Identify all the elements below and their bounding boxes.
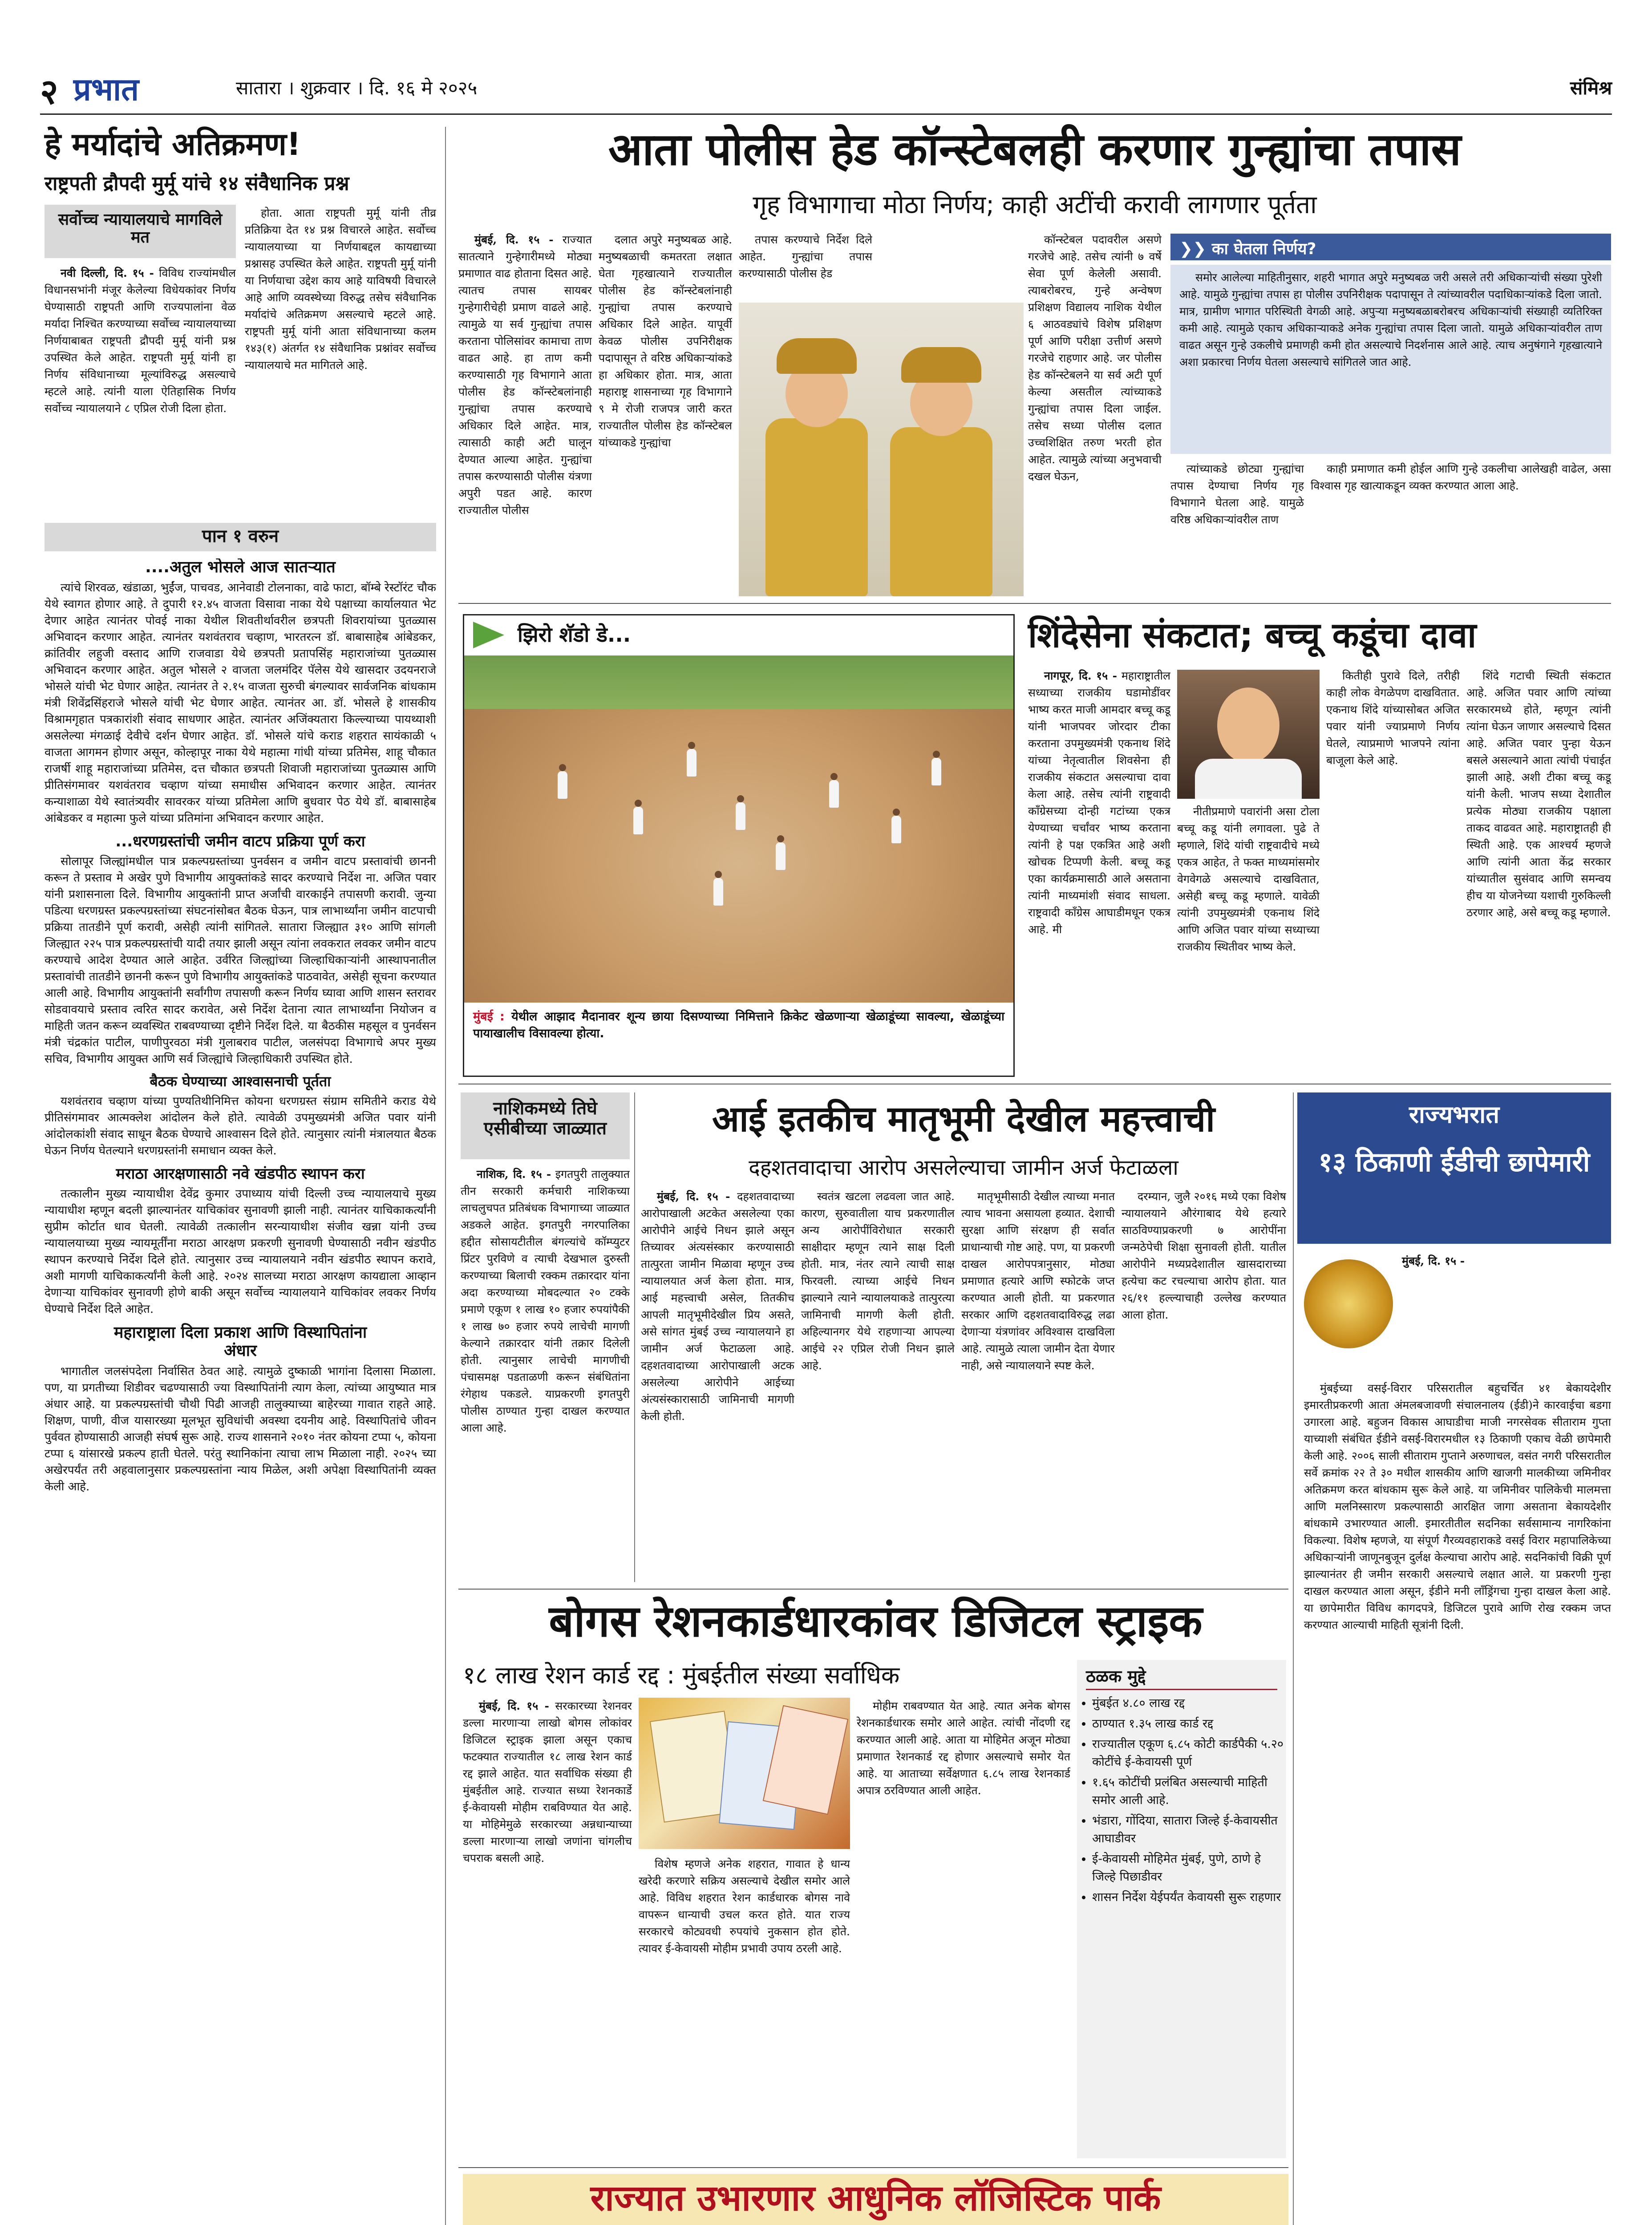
police-sidebar-text: समोर आलेल्या माहितीनुसार, शहरी भागात अपुरे मनुष्यबळ जरी असले तरी अधिकाऱ्यांची संख्या पुरेशी आहे. यामुळे गुन्ह्यांचा तपास हा पोलीस उपनिरीक्षक पदापासून ते त्यांच्यावरील पदाधिकाऱ्यांकडे दिला जातो. मात्र, ग्रामीण भागात परिस्थिती वेगळी आहे. अपुऱ्या मनुष्यबळाबरोबरच अधिकाऱ्यांची संख्याही व्यतिरिक्त कमी आहे. त्यामुळे एकाच अधिकाऱ्याकडे अनेक गुन्ह्यांचा तपास दिला जातो. यामुळे अधिकाऱ्यांवरील ताण वाढत असून गुन्हे उकलीचे प्रमाणही कमी होत असल्याचे निदर्शनास आले आहे. त्याच अनुषंगाने गृहखात्याने अशा प्रकारचा निर्णय घेतला असल्याचे सांगितले जात आहे. xyxy=(1170,265,1611,454)
continued-sub3-title: बैठक घेण्याच्या आश्वासनाची पूर्तता xyxy=(150,1073,331,1090)
continued-sub5-text: भागातील जलसंपदेला निर्वासित ठेवत आहे. त्यामुळे दुष्काळी भागांना दिलासा मिळाला. पण, या प्रगतीच्या शिडीवर चढण्यासाठी ज्या विस्थापितांनी त्याग केला, त्यांच्या आयुष्यात मात्र अंधार आहे. या प्रकल्पग्रस्तांची चौथी पिढी आजही तालुक्याच्या बाहेरच्या गावात राहते आहे. शिक्षण, पाणी, वीज यासारख्या मूलभूत सुविधांची अवस्था दयनीय आहे. विस्थापितांचे जीवन पुर्ववत होण्यासाठी आजही संघर्ष सुरू आहे. राज्य शासनाने २०१० नंतर कोयना टप्पा ५, कोयना टप्पा ६ यांसारखे प्रकल्प हाती घेतले. परंतु स्थानिकांना त्याचा लाभ मिळाला नाही. २०२५ च्या अखेरपर्यंत तरी अहवालानुसार प्रकल्पग्रस्तांना न्याय मिळेल, अशी अपेक्षा विस्थापितांनी व्यक्त केली आहे. xyxy=(45,1364,436,1493)
ration-highlight-item: • १.६५ कोटींची प्रलंबित असल्याची माहिती समोर आली आहे. xyxy=(1092,1774,1286,1809)
arrow-icon xyxy=(473,622,504,648)
bail-headline: आई इतकीच मातृभूमी देखील महत्त्वाची xyxy=(712,1098,1215,1140)
continued-sub1-title: ....अतुल भोसले आज सातऱ्यात xyxy=(145,558,336,576)
ration-dateline: मुंबई, दि. १५ - xyxy=(479,1699,549,1712)
ration-col-1: मुंबई, दि. १५ - सरकारच्या रेशनवर डल्ला मारणाऱ्या लाखो बोगस लोकांवर डिजिटल स्ट्राइक झाला असून एकाच फटक्यात राज्यातील १८ लाख रेशन कार्ड रद्द झाले आहेत. यात सर्वाधिक संख्या ही मुंबईतील आहे. राज्यात सध्या रेशनकार्डे ई-केवायसी मोहीम राबविण्यात येत आहे. या मोहिमेमुळे सरकारच्या अन्नधान्याच्या डल्ला मारणाऱ्या लाखो जणांना चांगलीच चपराक बसली आहे. xyxy=(463,1699,632,1865)
ration-highlight-item: • राज्यातील एकूण ६.८५ कोटी कार्डपैकी ५.२० कोटींचे ई-केवायसी पूर्ण xyxy=(1092,1736,1286,1771)
sena-headline: शिंदेसेना संकटात; बच्चू कडूंचा दावा xyxy=(1028,615,1477,655)
logistics-headline: राज्यात उभारणार आधुनिक लॉजिस्टिक पार्क xyxy=(463,2174,1288,2225)
police-dateline: मुंबई, दि. १५ - xyxy=(474,233,554,246)
continued-sub2-title: ...धरणग्रस्तांची जमीन वाटप प्रक्रिया पूर्ण करा xyxy=(115,833,365,851)
police-col-6: काही प्रमाणात कमी होईल आणि गुन्हे उकलीचा आलेखही वाढेल, असा विश्वास गृह खात्याकडून व्यक्त करण्यात आला आहे. xyxy=(1311,462,1611,492)
ration-col-3: मोहीम राबवण्यात येत आहे. त्यात अनेक बोगस रेशनकार्डधारक समोर आले आहेत. त्यांची नोंदणी रद्द करण्यात आली आहे. आता या मोहिमेत अजून मोठ्या प्रमाणात रेशनकार्ड रद्द होणार असल्याचे समोर येत आहे. या आताच्या सर्वेक्षणात ६.८५ लाख रेशनकार्ड अपात्र ठरविण्यात आली आहेत. xyxy=(857,1699,1070,1797)
president-col-2: होता. आता राष्ट्रपती मुर्मू यांनी तीव्र प्रतिक्रिया देत १४ प्रश्न विचारले आहेत. सर्वोच्च न्यायालयाच्या या निर्णयाबद्दल कायद्याच्या प्रश्नासह उपस्थित केले आहेत. राष्ट्रपती मुर्मू यांनी या निर्णयाचा उद्देश काय आहे याविषयी विचारले आहे आणि व्यवस्थेच्या विरुद्ध तसेच संवैधानिक मर्यादांचे अतिक्रमण असल्याचे म्हटले आहे. राष्ट्रपती मुर्मू यांनी आता संविधानाच्या कलम १४३(१) अंतर्गत १४ संवैधानिक प्रश्नांवर सर्वोच्च न्यायालयाचे मत मागितले आहे. xyxy=(245,206,436,372)
ration-highlights-list xyxy=(1077,1695,1286,1906)
bail-col-1: मुंबई, दि. १५ - दहशतवादाच्या आरोपाखाली अटकेत असलेल्या एका आरोपीने आईचे निधन झाले असून तिच्यावर अंत्यसंस्कार करण्यासाठी तात्पुरता जामीन मिळावा म्हणून उच्च न्यायालयात अर्ज केला होता. मात्र, आई महत्त्वाची असेल, तितकीच आपली मातृभूमीदेखील प्रिय असते, असे सांगत मुंबई उच्च न्यायालयाने हा जामीन अर्ज फेटाळला आहे. दहशतवादाच्या आरोपाखाली अटक असलेल्या आरोपीने आईच्या अंत्यसंस्कारासाठी जामिनाची मागणी केली होती. xyxy=(641,1190,794,1423)
cricket-photo xyxy=(464,655,1013,1003)
cricket-photo-box xyxy=(463,614,1015,1077)
president-col-1: नवी दिल्ली, दि. १५ - विविध राज्यांमधील विधानसभांनी मंजूर केलेल्या विधेयकांवर निर्णय घेण्यासाठी राष्ट्रपती आणि राज्यपालांना वेळ मर्यादा निश्चित करण्याच्या सर्वोच्च न्यायालयाच्या निर्णयाबाबत राष्ट्रपती द्रौपदी मुर्मू यांनी प्रश्न उपस्थित केले आहेत. राष्ट्रपती मुर्मू यांनी हा निर्णय संविधानाच्या मूल्यांविरुद्ध असल्याचे म्हटले आहे. त्यांनी याला ऐतिहासिक निर्णय सर्वोच्च न्यायालयाने ८ एप्रिल रोजी दिला होता. xyxy=(45,267,236,415)
ration-highlight-item: • ई-केवायसी मोहिमेत मुंबई, पुणे, ठाणे हे जिल्हे पिछाडीवर xyxy=(1092,1850,1286,1886)
nashik-dateline: नाशिक, दि. १५ - xyxy=(477,1168,551,1181)
continued-sub1-text: त्यांचे शिरवळ, खंडाळा, भुईंज, पाचवड, आनेवाडी टोलनाका, वाढे फाटा, बॉम्बे रेस्टॉरंट चौक येथे स्वागत होणार आहे. ते दुपारी १२.४५ वाजता विसावा नाका येथे पक्षाच्या कार्यालयात भेट देणार आहेत त्यानंतर पोवई नाका येथील शिवतीर्थावरील छत्रपती शिवरायांच्या पुतळ्यास अभिवादन करणार आहेत. त्यानंतर यशवंतराव चव्हाण, भारतरत्न डॉ. बाबासाहेब आंबेडकर, क्रांतिवीर लहुजी वस्ताद आणि राजवाडा येथे छत्रपती प्रतापसिंह महाराजांच्या पुतळ्यास अभिवादन करणार आहेत. अतुल भोसले २ वाजता जलमंदिर पॅलेस येथे खासदार उदयनराजे भोसले यांची भेट घेणार आहेत. त्यानंतर ते २.१५ वाजता सुरुची बंगल्यावर सार्वजनिक बांधकाम मंत्री शिवेंद्रसिंहराजे भोसले यांची भेट घेणार आहेत. त्यानंतर आ. डॉ. भोसले हे शासकीय विश्रामगृहात पत्रकारांशी संवाद साधणार आहेत. त्यानंतर अजिंक्यतारा किल्ल्याच्या पायथ्याशी असलेल्या मंगळाई देवीचे दर्शन घेणार आहेत. डॉ. भोसले यांचे कराड शहरात सायंकाळी ५ वाजता आगमन होणार असून, कोल्हापूर नाका येथे महात्मा गांधी यांच्या प्रतिमेस, शाहू चौकात राजर्षी शाहू महाराजांच्या प्रतिमेस, दत्त चौकात छत्रपती शिवाजी महाराजांच्या पुतळ्यास आणि प्रीतिसंगमावर यशवंतराव चव्हाण यांच्या समाधीस अभिवादन करणार आहेत. त्यानंतर कन्याशाळा येथे स्वातंत्र्यवीर सावरकर यांच्या प्रतिमेला आणि बुधवार पेठ येथे डॉ. बाबासाहेब आंबेडकर व महात्मा फुले यांच्या प्रतिमांना अभिवादन करणार आहेत. xyxy=(45,581,436,825)
ration-headline: बोगस रेशनकार्डधारकांवर डिजिटल स्ट्राइक xyxy=(549,1596,1203,1647)
ed-label: राज्यभरात xyxy=(1409,1100,1500,1129)
sena-col-2: नीतीप्रमाणे पवारांनी असा टोला बच्चू कडू यांनी लगावला. पुढे ते म्हणाले, शिंदे यांची राष्ट्रवादीचे मध्ये एकत्र आहेत, ते फक्त माध्यमांसमोर वेगवेगळे असल्याचे दाखवितात, असेही बच्चू कडू म्हणाले. यावेळी त्यांनी उपमुख्यमंत्री एकनाथ शिंदे आणि अजित पवार यांच्या सध्याच्या राजकीय स्थितीवर भाष्य केले. xyxy=(1177,805,1320,953)
nashik-headline: नाशिकमध्ये तिघे एसीबीच्या जाळ्यात xyxy=(461,1092,630,1159)
police-col-2: दलात अपुरे मनुष्यबळ आहे. मनुष्यबळाची कमतरता लक्षात घेता गृहखात्याने राज्यातील पोलीस हेड कॉन्स्टेबलांनाही गुन्ह्यांचा तपास करण्याचे अधिकार दिले आहेत. यापूर्वी केवळ पोलीस उपनिरीक्षक पदापासून ते वरिष्ठ अधिकाऱ्यांकडे हा अधिकार होता. मात्र, आता महाराष्ट्र शासनाच्या गृह विभागाने ९ मे रोजी राजपत्र जारी करत राज्यातील पोलीस हेड कॉन्स्टेबल यांच्याकडे गुन्ह्यांचा xyxy=(599,233,732,449)
bail-col-4: दरम्यान, जुलै २०१६ मध्ये एका विशेष न्यायालयाने औरंगाबाद येथे हत्यारे साठविण्याप्रकरणी ७ आरोपींना जन्मठेपेची शिक्षा सुनावली होती. यातील आरोपीने मध्यप्रदेशातील खासदाराच्या हत्येचा कट रचल्याचा आरोप होता. यात २६/११ हल्ल्याचाही उल्लेख करण्यात आला होता. xyxy=(1122,1190,1286,1321)
ration-highlight-item: • ठाण्यात १.३५ लाख कार्ड रद्द xyxy=(1092,1715,1286,1733)
police-col-1: मुंबई, दि. १५ - राज्यात सातत्याने गुन्हेगारीमध्ये मोठ्या प्रमाणात वाढ होताना दिसत आहे. त्यातच तपास सायबर गुन्हेगारीचेही प्रमाण वाढले आहे. त्यामुळे या सर्व गुन्ह्यांचा तपास करताना पोलिसांवर कामाचा ताण वाढत आहे. हा ताण कमी करण्यासाठी गृह विभागाने आता पोलीस हेड कॉन्स्टेबलांनाही गुन्ह्यांचा तपास करण्याचे अधिकार दिले आहेत. मात्र, त्यासाठी काही अटी घालून देण्यात आल्या आहेत. गुन्ह्यांचा तपास करण्यासाठी पोलीस यंत्रणा अपुरी पडत आहे. कारण राज्यातील पोलीस xyxy=(458,233,592,517)
ration-card-photo xyxy=(639,1698,850,1849)
president-subhead: राष्ट्रपती द्रौपदी मुर्मू यांचे १४ संवैधानिक प्रश्न xyxy=(45,172,349,195)
continued-sub5-title: महाराष्ट्राला दिला प्रकाश आणि विस्थापितांना अंधार xyxy=(113,1323,367,1360)
police-col-5: त्यांच्याकडे छोट्या गुन्ह्यांचा तपास देण्याचा निर्णय गृह विभागाने घेतला आहे. यामुळे वरिष्ठ अधिकाऱ्यांवरील ताण xyxy=(1170,462,1304,526)
nashik-text: नाशिक, दि. १५ - इगतपुरी तालुक्यात तीन सरकारी कर्मचारी नाशिकच्या लाचलुचपत प्रतिबंधक विभागाच्या जाळ्यात अडकले आहेत. इगतपुरी नगरपालिका हद्दीत सोसायटीतील बंगल्यांचे कॉम्प्युटर प्रिंटर पुरविणे व त्याची देखभाल दुरुस्ती करण्याच्या बिलाची रक्कम तक्रारदार यांना अदा करण्याच्या मोबदल्यात २० टक्के प्रमाणे एकूण १ लाख १० हजार रुपयांपैकी १ लाख ७० हजार रुपये लाचेची मागणी केल्याने तक्रारदार यांनी तक्रार दिलेली होती. त्यानुसार लाचेची मागणीची पंचासमक्ष पडताळणी करून संबंधितांना रंगेहाथ पकडले. याप्रकरणी इगतपुरी पोलीस ठाण्यात गुन्हा दाखल करण्यात आला आहे. xyxy=(461,1168,630,1434)
newspaper-logo: प्रभात xyxy=(73,71,139,108)
ed-text: मुंबई, दि. १५ - मुंबईच्या वसई-विरार परिसरातील बहुचर्चित ४१ बेकायदेशीर इमारतीप्रकरणी आता अंमलबजावणी संचालनालय (ईडी)ने कारवाईचा बडगा उगारला आहे. बहुजन विकास आघाडीचा माजी नगरसेवक सीताराम गुप्ता याच्याशी संबंधित ईडीने वसई-विरारमधील १३ ठिकाणी एकाच वेळी छापेमारी केली आहे. २००६ साली सीताराम गुप्ताने अरुणाचल, वसंत नगरी परिसरातील सर्वे क्रमांक २२ ते ३० मधील शासकीय आणि खाजगी मालकीच्या जमिनीवर अतिक्रमण करत बांधकाम सुरू केले आहे. या जमिनीवर पालिकेची मालमत्ता आणि मलनिस्सारण प्रकल्पासाठी आरक्षित जागा असताना बेकायदेशीर बांधकामे उभारण्यात आली. इमारतीतील सदनिका सर्वसामान्य नागरिकांना विकल्या. विशेष म्हणजे, या संपूर्ण गैरव्यवहाराकडे वसई विरार महापालिकेच्या अधिकाऱ्यांनी जाणूनबुजून दुर्लक्ष केल्याचा आरोप आहे. सदनिकांची विक्री पूर्ण झाल्यानंतर ही जमीन सरकारी असल्याचे लक्षात आले. या प्रकरणी गुन्हा दाखल करण्यात आला असून, ईडीने मनी लाँड्रिंगचा गुन्हा दाखल केला आहे. या छापेमारीत विविध कागदपत्रे, डिजिटल पुरावे आणि रोख रक्कम जप्त करण्यात आल्याची माहिती सूत्रांनी दिली. xyxy=(1304,1254,1611,1631)
chevron-right-icon: ❯❯ xyxy=(1179,240,1212,258)
continued-sub3-text: यशवंतराव चव्हाण यांच्या पुण्यतिथीनिमित्त कोयना धरणग्रस्त संग्राम समितीने कराड येथे प्रीतिसंगमावर आत्मक्लेश आंदोलन केले होते. त्यावेळी उपमुख्यमंत्री अजित पवार यांनी आंदोलकांशी संवाद साधून बैठक घेण्याचे आश्वासन दिले होते. त्यानुसार त्यांनी मंत्रालयात बैठक घेऊन निर्णय घेतल्याने धरणग्रस्तांनी समाधान व्यक्त केले. xyxy=(45,1095,436,1158)
ration-highlights-title: ठळक मुद्दे xyxy=(1086,1667,1277,1690)
edition-info: सातारा । शुक्रवार । दि. १६ मे २०२५ xyxy=(236,77,478,99)
bachchu-kadu-photo xyxy=(1177,670,1320,799)
cricket-caption: मुंबई : येथील आझाद मैदानावर शून्य छाया दिसण्याच्या निमित्ताने क्रिकेट खेळणाऱ्या खेळाडूंच्या सावल्या, खेळाडूंच्या पायाखालीच विसावल्या होत्या. xyxy=(473,1010,1004,1040)
sena-col-1b: कितीही पुरावे दिले, तरीही काही लोक वेगळेपण दाखवितात. एकनाथ शिंदे यांच्यासोबत अजित पवार यांनी ज्याप्रमाणे निर्णय घेतले, त्याप्रमाणे भाजपने त्यांना बाजूला केले आहे. xyxy=(1326,669,1460,767)
sena-col-3: शिंदे गटाची स्थिती संकटात आहे. अजित पवार आणि त्यांच्या सरकारमध्ये होते, म्हणून त्यांनी त्यांना घेऊन जाणार असल्याचे दिसत आहे. अजित पवार पुन्हा येऊन बसले असल्याने आता त्यांची पंचाईत झाली आहे. अशी टीका बच्चू कडू यांनी केली. भाजप सध्या देशातील प्रत्येक मोठ्या राजकीय पक्षाला ताकद वाढवत आहे. महाराष्ट्रातही ही स्थिती आहे. एक आश्चर्य म्हणजे आणि त्यांनी आता केंद्र सरकार यांच्यातील सुसंवाद आणि समन्वय हीच या योजनेच्या यशाची गुरुकिल्ली ठरणार आहे, असे बच्चू कडू म्हणाले. xyxy=(1466,669,1611,919)
masthead-rule xyxy=(40,113,1612,115)
bail-col-2: स्वतंत्र खटला लढवला जात आहे. कारण, सुरुवातीला याच प्रकरणातील अन्य आरोपींविरोधात सरकारी साक्षीदार म्हणून त्याने साक्ष दिली होती. मात्र, नंतर त्याने त्याची साक्ष फिरवली. त्याच्या आईचे निधन झाल्याने त्याने न्यायालयाकडे तात्पुरत्या जामिनाची मागणी केली होती. अहिल्यानगर येथे राहणाऱ्या आपल्या आईचे २२ एप्रिल रोजी निधन झाले आहे. xyxy=(801,1190,955,1372)
cricket-caption-place: मुंबई : xyxy=(473,1010,505,1024)
police-col-4: कॉन्स्टेबल पदावरील असणे गरजेचे आहे. तसेच त्यांनी ७ वर्षे सेवा पूर्ण केलेली असावी. त्याबरोबरच, गुन्हे अन्वेषण प्रशिक्षण विद्यालय नाशिक येथील ६ आठवड्यांचे विशेष प्रशिक्षण पूर्ण आणि परीक्षा उत्तीर्ण असणे गरजेचे राहणार आहे. जर पोलीस हेड कॉन्स्टेबलने या सर्व अटी पूर्ण केल्या असतील त्यांच्याकडे गुन्ह्यांचा तपास दिला जाईल. तसेच सध्या पोलीस दलात उच्चशिक्षित तरुण भरती होत आहेत. त्यामुळे त्यांच्या अनुभवाची दखल घेऊन, xyxy=(1028,233,1162,483)
police-sidebar-title: ❯❯ का घेतला निर्णय? xyxy=(1170,234,1611,260)
president-dateline: नवी दिल्ली, दि. १५ - xyxy=(61,267,154,279)
ration-highlight-item: • भंडारा, गोंदिया, सातारा जिल्हे ई-केवायसीत आघाडीवर xyxy=(1092,1812,1286,1848)
bail-dateline: मुंबई, दि. १५ - xyxy=(657,1190,730,1203)
police-subhead: गृह विभागाचा मोठा निर्णय; काही अटींची करावी लागणार पूर्तता xyxy=(753,190,1317,219)
ed-header-box xyxy=(1297,1092,1611,1244)
continued-sub2-text: सोलापूर जिल्ह्यांमधील पात्र प्रकल्पग्रस्तांच्या पुनर्वसन व जमीन वाटप प्रस्तावांची छाननी करून ते प्रस्ताव मे अखेर पुणे विभागीय आयुक्तांकडे सादर करण्याचे निर्देश ना. अजित पवार यांनी प्रशासनाला दिले. विभागीय आयुक्तांनी प्राप्त अर्जांची वारकाईने तपासणी करावी. जुन्या पडित्या धरणग्रस्त प्रकल्पग्रस्तांच्या संघटनांसोबत बैठक घेऊन, पात्र लाभार्थ्यांना जमीन वाटपाची प्रक्रिया तातडीने पूर्ण करावी, असेही त्यांनी सांगितले. सातारा जिल्ह्यात ३१० आणि सांगली जिल्ह्यात २२५ पात्र प्रकल्पग्रस्तांची यादी तयार झाली असून त्यांना लवकरात लवकर जमीन वाटप करण्याचे आदेश देण्यात आले आहेत. उर्वरित जिल्ह्यांच्या जिल्हाधिकाऱ्यांनी आस्थापनातील प्रस्तावांची तातडीने छाननी करून पुणे विभागीय आयुक्तांकडे पाठवावेत, असेही सूचना करण्यात आली आहे. विभागीय आयुक्तांनी सर्वांगीण तपासणी करून निर्णय घ्यावा आणि शासन स्तरावर सोडवावयाचे प्रस्ताव त्वरित सादर करावेत, असे निर्देश देताना त्यात लाभार्थ्यांना नियोजन व माहिती जतन करून व्यवस्थित राबवण्याच्या दृष्टीने निर्देश दिले. या बैठकीस महसूल व पुनर्वसन मंत्री चंद्रकांत पाटील, पाणीपुरवठा मंत्री गुलाबराव पाटील, जलसंपदा विभागाचे अपर मुख्य सचिव, विभागीय आयुक्त आणि सर्व जिल्ह्यांचे जिल्हाधिकारी उपस्थित होते. xyxy=(45,855,436,1066)
ration-subhead: १८ लाख रेशन कार्ड रद्द : मुंबईतील संख्या सर्वाधिक xyxy=(463,1661,900,1689)
sena-col-1: नागपूर, दि. १५ - महाराष्ट्रातील सध्याच्या राजकीय घडामोडींवर भाष्य करत माजी आमदार बच्चू कडू यांनी भाजपवर जोरदार टीका करताना उपमुख्यमंत्री एकनाथ शिंदे यांच्या नेतृत्वातील शिवसेना ही राजकीय संकटात असल्याचा दावा केला आहे. तसेच त्यांनी राष्ट्रवादी काँग्रेसच्या दोन्ही गटांच्या एकत्र येण्याच्या चर्चांवर भाष्य करताना त्यांनी हे पक्ष एकत्रित आहे अशी खोचक टिप्पणी केली. बच्चू कडू एका कार्यक्रमासाठी आले असताना त्यांनी माध्यमांशी संवाद साधला. राष्ट्रवादी काँग्रेस आघाडीमधून एकत्र आहे. मी xyxy=(1028,669,1170,936)
bail-subhead: दहशतवादाचा आरोप असलेल्याचा जामीन अर्ज फेटाळला xyxy=(749,1155,1178,1180)
continued-sub4-title: मराठा आरक्षणासाठी नवे खंडपीठ स्थापन करा xyxy=(116,1165,365,1183)
continued-sub4-text: तत्कालीन मुख्य न्यायाधीश देवेंद्र कुमार उपाध्याय यांची दिल्ली उच्च न्यायालयाचे मुख्य न्यायाधीश म्हणून बदली झाल्यानंतर याचिकांवर सुनावणी झाली नाही. त्यानंतर याचिकाकर्त्यांनी सुप्रीम कोर्टात धाव घेतली. त्यावेळी तत्कालीन सरन्यायाधीश संजीव खन्ना यांनी उच्च न्यायालयाच्या मुख्य न्यायमूर्तींना मराठा आरक्षण प्रकरणी सुनावणी घेण्यासाठी नवीन खंडपीठ स्थापन करण्याचे निर्देश दिले होते. त्यानुसार उच्च न्यायालयाने नवीन खंडपीठ स्थापन करावे, अशी मागणी याचिकाकर्त्यांनी केली आहे. २०२४ सालच्या मराठा आरक्षण कायद्याला आव्हान देणाऱ्या याचिकांवर सुनावणी होणे बाकी असून सर्वोच्च न्यायालयाने याचिकांवर लवकर निर्णय घेण्याचे निर्देश दिले आहेत. xyxy=(45,1187,436,1316)
president-kicker: सर्वोच्च न्यायालयाचे मागविले मत xyxy=(45,205,236,258)
sena-dateline: नागपूर, दि. १५ - xyxy=(1044,669,1118,682)
ration-highlight-item: • शासन निर्देश येईपर्यंत केवायसी सुरू राहणार xyxy=(1092,1889,1286,1906)
continued-column xyxy=(45,558,436,2225)
ration-highlight-item: • मुंबईत ४.८० लाख रद्द xyxy=(1092,1695,1286,1712)
president-headline: हे मर्यादांचे अतिक्रमण! xyxy=(45,126,301,162)
ed-headline: १३ ठिकाणी ईडीची छापेमारी xyxy=(1318,1147,1590,1178)
section-name: संमिश्र xyxy=(1570,77,1612,99)
ration-col-2: विशेष म्हणजे अनेक शहरात, गावात हे धान्य खरेदी करणारे सक्रिय असल्याचे देखील समोर आले आहे. विविध शहरात रेशन कार्डधारक बोगस नावे वापरून धान्याची उचल करत होते. यात राज्य सरकारचे कोट्यवधी रुपयांचे नुकसान होत होते. त्यावर ई-केवायसी मोहीम प्रभावी उपाय ठरली आहे. xyxy=(639,1857,850,1955)
page-number: २ xyxy=(40,72,58,112)
police-illustration xyxy=(739,303,1024,596)
police-col-3: तपास करण्याचे निर्देश दिले आहेत. गुन्ह्यांचा तपास करण्यासाठी पोलीस हेड xyxy=(739,233,872,280)
ration-highlights-box xyxy=(1077,1660,1286,2158)
bail-col-3: मातृभूमीसाठी देखील त्याच्या मनात त्याच भावना असायला हव्यात. देशाची सुरक्षा आणि संरक्षण ही सर्वात प्राधान्याची गोष्ट आहे. पण, या प्रकरणी दाखल आरोपपत्रानुसार, मोठ्या प्रमाणात हत्यारे आणि स्फोटके जप्त करण्यात आली होती. या प्रकरणात सरकार आणि दहशतवादाविरुद्ध लढा देणाऱ्या यंत्रणांवर अविश्वास दाखविला आहे. त्यामुळे त्याला जामीन देता येणार नाही, असे न्यायालयाने स्पष्ट केले. xyxy=(961,1190,1115,1372)
cricket-kicker: झिरो शॅडो डे... xyxy=(518,623,631,647)
continued-label: पान १ वरुन xyxy=(45,523,436,551)
police-headline: आता पोलीस हेड कॉन्स्टेबलही करणार गुन्ह्यांचा तपास xyxy=(608,123,1462,175)
ed-dateline: मुंबई, दि. १५ - xyxy=(1402,1254,1465,1267)
